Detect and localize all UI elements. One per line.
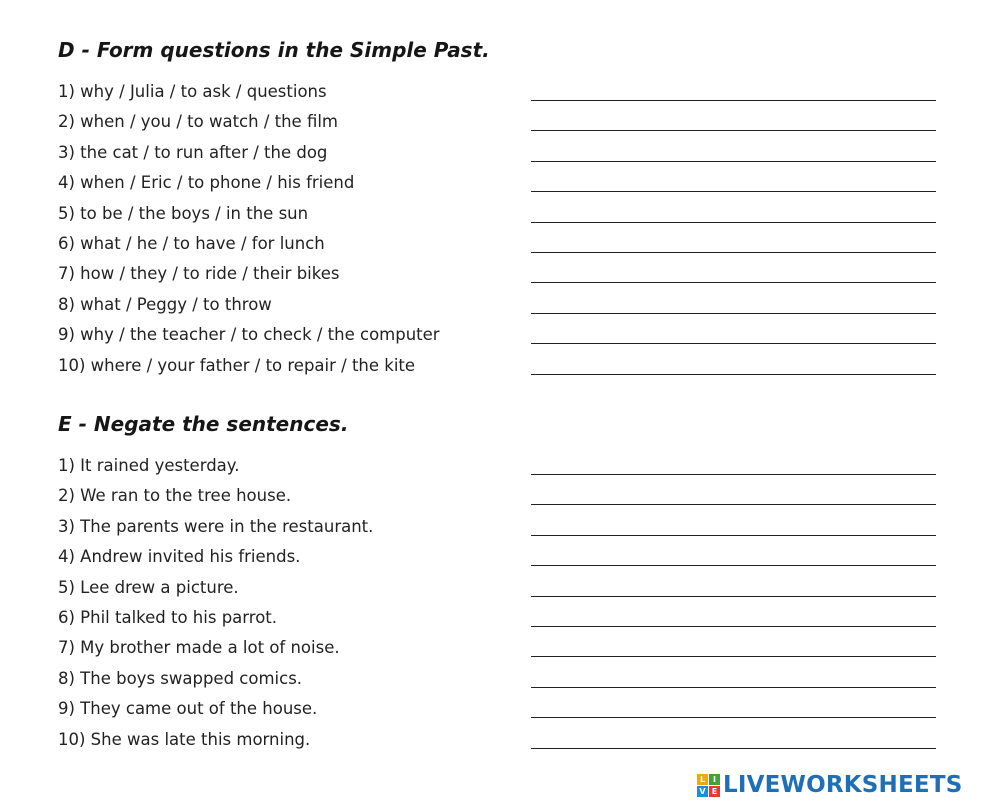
exercise-row xyxy=(0,454,1000,484)
exercise-row xyxy=(0,515,1000,545)
exercise-prompt: 3) the cat / to run after / the dog xyxy=(58,142,328,162)
exercise-row xyxy=(0,141,1000,171)
exercise-row xyxy=(0,636,1000,666)
logo-letter-e: E xyxy=(709,786,720,797)
exercise-row xyxy=(0,80,1000,110)
answer-input[interactable] xyxy=(531,488,936,505)
exercise-row xyxy=(0,232,1000,262)
exercise-prompt: 7) how / they / to ride / their bikes xyxy=(58,264,340,284)
exercise-prompt: 9) why / the teacher / to check / the computer xyxy=(58,325,440,345)
exercise-row xyxy=(0,110,1000,140)
exercise-prompt: 1) why / Julia / to ask / questions xyxy=(58,82,327,101)
exercise-row xyxy=(0,545,1000,575)
answer-input[interactable] xyxy=(531,610,936,627)
answer-input[interactable] xyxy=(531,701,936,718)
section-e-title: E - Negate the sentences. xyxy=(58,412,349,436)
exercise-row xyxy=(0,606,1000,636)
answer-input[interactable] xyxy=(531,458,936,475)
answer-input[interactable] xyxy=(531,236,936,253)
exercise-prompt: 5) to be / the boys / in the sun xyxy=(58,203,309,223)
exercise-prompt: 2) when / you / to watch / the film xyxy=(58,112,338,132)
exercise-row xyxy=(0,262,1000,292)
answer-input[interactable] xyxy=(531,297,936,314)
answer-input[interactable] xyxy=(531,206,936,223)
answer-input[interactable] xyxy=(531,84,936,101)
exercise-row xyxy=(0,323,1000,353)
exercise-row xyxy=(0,697,1000,727)
answer-input[interactable] xyxy=(531,358,936,375)
exercise-prompt: 8) what / Peggy / to throw xyxy=(58,294,272,314)
answer-input[interactable] xyxy=(531,732,936,749)
exercise-row xyxy=(0,484,1000,514)
exercise-prompt: 5) Lee drew a picture. xyxy=(58,577,239,597)
exercise-prompt: 6) Phil talked to his parrot. xyxy=(58,607,278,627)
exercise-prompt: 8) The boys swapped comics. xyxy=(58,668,303,688)
answer-input[interactable] xyxy=(531,671,936,688)
section-e-list xyxy=(0,454,1000,758)
exercise-prompt: 4) when / Eric / to phone / his friend xyxy=(58,173,355,193)
answer-input[interactable] xyxy=(531,640,936,657)
answer-input[interactable] xyxy=(531,175,936,192)
exercise-prompt: 9) They came out of the house. xyxy=(58,699,318,719)
logo-letter-i: I xyxy=(709,774,720,785)
answer-input[interactable] xyxy=(531,519,936,536)
exercise-prompt: 1) It rained yesterday. xyxy=(58,456,240,475)
exercise-prompt: 10) where / your father / to repair / the kite xyxy=(58,355,416,375)
exercise-row xyxy=(0,293,1000,323)
logo-letter-v: V xyxy=(697,786,708,797)
exercise-row xyxy=(0,171,1000,201)
answer-input[interactable] xyxy=(531,145,936,162)
exercise-prompt: 6) what / he / to have / for lunch xyxy=(58,233,325,253)
answer-input[interactable] xyxy=(531,327,936,344)
exercise-row xyxy=(0,576,1000,606)
exercise-prompt: 10) She was late this morning. xyxy=(58,729,311,749)
exercise-row xyxy=(0,202,1000,232)
answer-input[interactable] xyxy=(531,114,936,131)
brand-name: LIVEWORKSHEETS xyxy=(723,772,963,798)
exercise-row xyxy=(0,667,1000,697)
section-d-list xyxy=(0,80,1000,384)
liveworksheets-logo xyxy=(697,772,962,798)
exercise-prompt: 2) We ran to the tree house. xyxy=(58,486,292,506)
logo-letter-l: L xyxy=(697,774,708,785)
exercise-prompt: 4) Andrew invited his friends. xyxy=(58,547,301,567)
exercise-row xyxy=(0,354,1000,384)
exercise-prompt: 3) The parents were in the restaurant. xyxy=(58,516,374,536)
answer-input[interactable] xyxy=(531,580,936,597)
section-d-title: D - Form questions in the Simple Past. xyxy=(58,38,490,62)
exercise-row xyxy=(0,728,1000,758)
answer-input[interactable] xyxy=(531,266,936,283)
exercise-prompt: 7) My brother made a lot of noise. xyxy=(58,638,340,658)
answer-input[interactable] xyxy=(531,549,936,566)
brand-logo-icon xyxy=(697,774,720,797)
